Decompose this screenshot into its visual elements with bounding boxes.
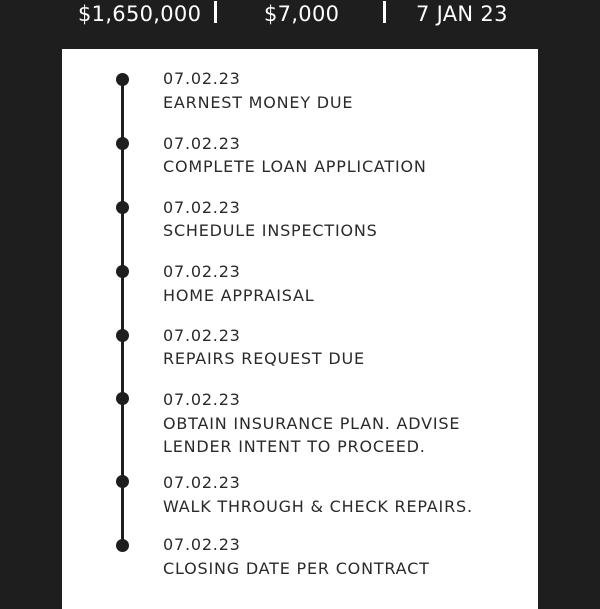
timeline-dot: [116, 201, 129, 214]
timeline-dot: [116, 329, 129, 342]
timeline-dot: [116, 73, 129, 86]
timeline-label: REPAIRS REQUEST DUE: [163, 349, 365, 368]
timeline-dot: [116, 539, 129, 552]
header-date: 7 JAN 23: [416, 2, 508, 26]
price-value: $1,650,000: [78, 2, 202, 26]
timeline-date: 07.02.23: [163, 198, 241, 217]
timeline-date: 07.02.23: [163, 390, 241, 409]
header-divider: [383, 1, 386, 23]
timeline-label: CLOSING DATE PER CONTRACT: [163, 559, 430, 578]
timeline-date: 07.02.23: [163, 134, 241, 153]
summary-header: [0, 0, 600, 40]
timeline-label: LENDER INTENT TO PROCEED.: [163, 437, 426, 456]
timeline-label: COMPLETE LOAN APPLICATION: [163, 157, 427, 176]
timeline-dot: [116, 137, 129, 150]
timeline-label: HOME APPRAISAL: [163, 286, 315, 305]
timeline-label: OBTAIN INSURANCE PLAN. ADVISE: [163, 414, 461, 433]
deposit-value: $7,000: [264, 2, 340, 26]
timeline-card: [62, 49, 538, 609]
timeline-dot: [116, 475, 129, 488]
header-divider: [214, 1, 217, 23]
timeline-date: 07.02.23: [163, 326, 241, 345]
timeline-date: 07.02.23: [163, 69, 241, 88]
timeline-date: 07.02.23: [163, 473, 241, 492]
timeline-date: 07.02.23: [163, 535, 241, 554]
timeline-dot: [116, 392, 129, 405]
timeline-date: 07.02.23: [163, 262, 241, 281]
timeline-label: WALK THROUGH & CHECK REPAIRS.: [163, 497, 473, 516]
timeline-label: EARNEST MONEY DUE: [163, 93, 354, 112]
timeline-dot: [116, 265, 129, 278]
timeline-label: SCHEDULE INSPECTIONS: [163, 221, 378, 240]
